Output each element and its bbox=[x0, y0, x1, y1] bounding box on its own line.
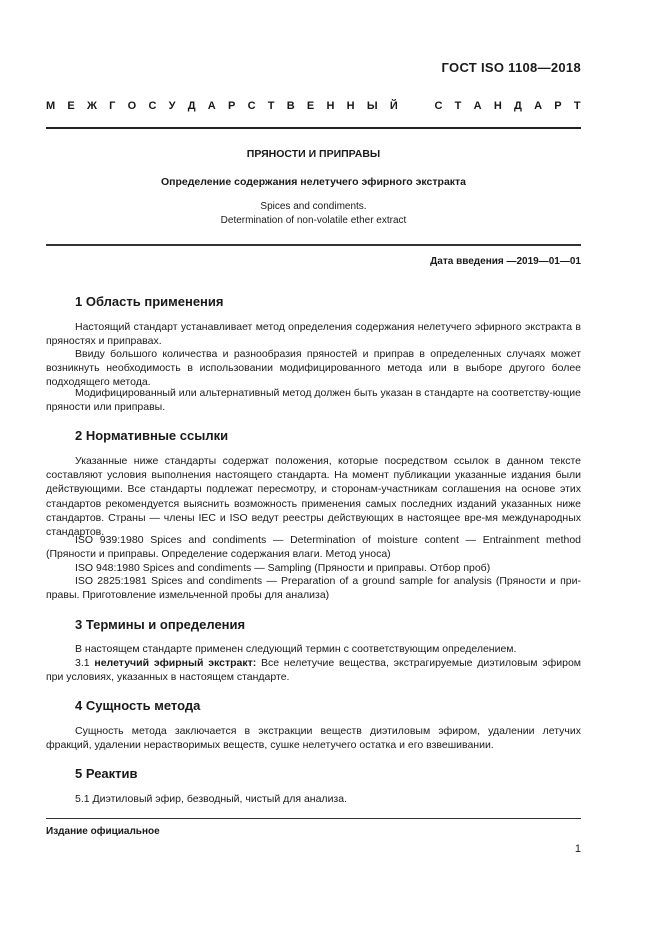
banner-letter: М bbox=[46, 100, 56, 112]
footer-divider bbox=[46, 818, 581, 819]
banner-letter: С bbox=[247, 100, 256, 112]
section-5-paragraph-1: 5.1 Диэтиловый эфир, безводный, чистый для анализа. bbox=[75, 793, 348, 805]
document-subtitle: Определение содержания нелетучего эфирного экстракта bbox=[160, 176, 467, 188]
section-2-reference-iso-939: ISO 939:1980 Spices and condiments — Determination of moisture content — Entrainment method (Пряности и приправы. Определение содержания влаги. Метод уноса) bbox=[46, 534, 581, 561]
title-divider bbox=[46, 244, 581, 246]
definition-term: нелетучий эфирный экстракт: bbox=[94, 657, 257, 669]
header-divider bbox=[46, 127, 581, 129]
definition-number: 3.1 bbox=[75, 657, 95, 669]
section-3-paragraph-1: В настоящем стандарте применен следующий термин с соответствующим определением. bbox=[75, 643, 517, 655]
banner-letter: Т bbox=[454, 100, 462, 112]
section-1-paragraph-1: Настоящий стандарт устанавливает метод определения содержания нелетучего эфирного экстракта в пряностях и приправах. bbox=[46, 321, 581, 348]
banner-letter: Д bbox=[514, 100, 522, 112]
banner-letter: Е bbox=[306, 100, 315, 112]
banner-letter: С bbox=[148, 100, 157, 112]
section-2-reference-iso-948: ISO 948:1980 Spices and condiments — Sampling (Пряности и приправы. Отбор проб) bbox=[75, 562, 491, 574]
section-2-reference-iso-2825: ISO 2825:1981 Spices and condiments — Preparation of a ground sample for analysis (Пряности и при-правы. Приготовление измельченной пробы для анализа) bbox=[46, 575, 581, 602]
banner-letter: А bbox=[207, 100, 216, 112]
document-title: ПРЯНОСТИ И ПРИПРАВЫ bbox=[246, 148, 381, 160]
banner-letter: Й bbox=[389, 100, 398, 112]
section-1-paragraph-3: Модифицированный или альтернативный метод должен быть указан в стандарте на соответству-ющие пряности или приправы. bbox=[46, 387, 582, 414]
definition-text: Все нелетучие вещества, экстрагируемые диэтиловым эфиром при условиях, указанных в настоящем стандарте. bbox=[46, 657, 581, 684]
section-1-paragraph-2: Ввиду большого количества и разнообразия пряностей и приправ в определенных случаях может возникнуть необходимость в использовании модифицированного метода или в выборе другого более подходящего метода. bbox=[46, 348, 581, 389]
page-number: 1 bbox=[574, 843, 581, 855]
section-4-heading: 4 Сущность метода bbox=[75, 698, 201, 713]
banner-letter: О bbox=[127, 100, 137, 112]
banner-letter: Р bbox=[227, 100, 236, 112]
english-title-line-2: Determination of non-volatile ether extract bbox=[220, 215, 407, 226]
english-title bbox=[46, 200, 581, 228]
section-3-heading: 3 Термины и определения bbox=[75, 617, 246, 632]
banner-letter: Т bbox=[573, 100, 581, 112]
section-2-paragraph-1: Указанные ниже стандарты содержат положения, которые посредством ссылок в данном тексте составляют условия выполнения настоящего стандарта. На момент публикации указанные издания были действующими. Все стандарты подлежат пересмотру, и сторонам-участникам соглашения на основе этих стандартов рекомендуется выяснить возможность применения самых последних изданий указанных ниже стандартов. Страны — члены IEC и ISO ведут реестры действующих в настоящее вре-мя международных стандартов. bbox=[46, 455, 581, 539]
edition-label: Издание официальное bbox=[46, 826, 160, 837]
section-1-heading: 1 Область применения bbox=[75, 294, 224, 309]
banner-letter: С bbox=[434, 100, 443, 112]
banner-letter: Е bbox=[67, 100, 75, 112]
interstate-standard-banner bbox=[46, 100, 581, 112]
section-4-paragraph-1: Сущность метода заключается в экстракции веществ диэтиловым эфиром, удалении летучих фракций, удалении нерастворимых веществ, сушке нелетучего остатка и его взвешивании. bbox=[46, 725, 581, 752]
banner-letter: Г bbox=[109, 100, 116, 112]
banner-letter: Д bbox=[187, 100, 196, 112]
banner-letter: В bbox=[286, 100, 295, 112]
banner-letter: Н bbox=[326, 100, 335, 112]
section-5-heading: 5 Реактив bbox=[75, 766, 138, 781]
banner-letter: Р bbox=[554, 100, 562, 112]
banner-letter: Н bbox=[493, 100, 502, 112]
banner-letter: Ж bbox=[86, 100, 97, 112]
banner-letter: Н bbox=[346, 100, 355, 112]
banner-letter: А bbox=[473, 100, 482, 112]
section-2-heading: 2 Нормативные ссылки bbox=[75, 428, 229, 443]
section-3-definition bbox=[46, 656, 581, 684]
english-title-line-1: Spices and condiments. bbox=[260, 201, 367, 212]
banner-letter: Т bbox=[267, 100, 275, 112]
standard-code: ГОСТ ISO 1108—2018 bbox=[441, 60, 581, 75]
banner-letter: У bbox=[168, 100, 176, 112]
banner-letter: Ы bbox=[366, 100, 378, 112]
banner-letter: А bbox=[534, 100, 543, 112]
introduction-date: Дата введения —2019—01—01 bbox=[430, 256, 581, 267]
